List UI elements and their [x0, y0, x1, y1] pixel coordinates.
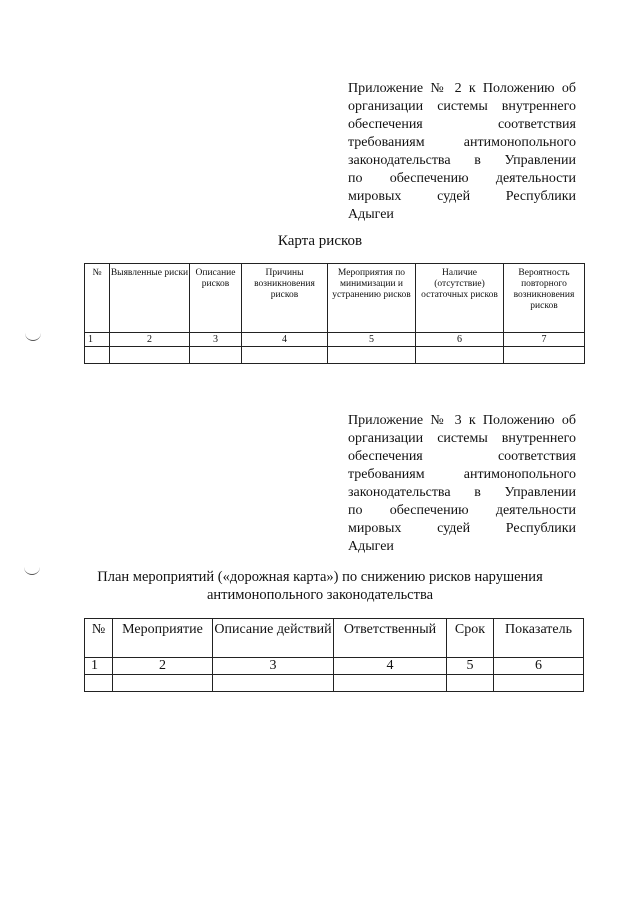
- road-map-title-line: План мероприятий («дорожная карта») по снижению рисков нарушения: [97, 569, 543, 585]
- empty-cell: [328, 347, 416, 364]
- empty-cell: [334, 675, 447, 692]
- header-cell: №: [85, 619, 113, 658]
- empty-cell: [447, 675, 494, 692]
- appendix-3-line: Приложение № 3 к Положению об: [348, 413, 576, 428]
- header-cell: Причины возникновения рисков: [242, 264, 328, 333]
- table-row: [85, 347, 585, 364]
- header-cell: Ответственный: [334, 619, 447, 658]
- appendix-3-line: организации системы внутреннего: [348, 431, 576, 446]
- risk-map-table: [84, 263, 585, 364]
- header-cell: Вероятность повторного возникновения рисков: [504, 264, 585, 333]
- header-cell: №: [85, 264, 110, 333]
- header-cell: Описание действий: [213, 619, 334, 658]
- empty-cell: [85, 675, 113, 692]
- header-cell: Показатель: [494, 619, 584, 658]
- column-number: 1: [85, 658, 113, 675]
- road-map-title: [0, 568, 640, 604]
- column-number: 6: [416, 333, 504, 347]
- appendix-2-line: по обеспечению деятельности: [348, 171, 576, 186]
- appendix-3-line: Адыгеи: [348, 539, 394, 554]
- appendix-2-line: Приложение № 2 к Положению об: [348, 81, 576, 96]
- empty-cell: [110, 347, 190, 364]
- column-number: 4: [334, 658, 447, 675]
- appendix-2-line: обеспечения соответствия: [348, 117, 576, 132]
- appendix-2-line: мировых судей Республики: [348, 189, 576, 204]
- column-number: 3: [213, 658, 334, 675]
- header-cell: Мероприятия по минимизации и устранению рисков: [328, 264, 416, 333]
- column-number: 5: [328, 333, 416, 347]
- column-number: 2: [110, 333, 190, 347]
- column-number: 7: [504, 333, 585, 347]
- appendix-3-header: [348, 412, 576, 556]
- scan-mark: [25, 332, 41, 341]
- empty-cell: [416, 347, 504, 364]
- empty-cell: [242, 347, 328, 364]
- empty-cell: [504, 347, 585, 364]
- column-number: 3: [190, 333, 242, 347]
- risk-map-title: Карта рисков: [277, 233, 363, 249]
- road-map-table: [84, 618, 584, 692]
- column-number: 5: [447, 658, 494, 675]
- column-number: 6: [494, 658, 584, 675]
- appendix-2-header: [348, 80, 576, 224]
- table-header-row: [85, 619, 584, 658]
- header-cell: Наличие (отсутствие) остаточных рисков: [416, 264, 504, 333]
- road-map-title-line: антимонопольного законодательства: [206, 587, 434, 603]
- appendix-3-line: законодательства в Управлении: [348, 485, 576, 500]
- empty-cell: [494, 675, 584, 692]
- empty-cell: [213, 675, 334, 692]
- header-cell: Описание рисков: [190, 264, 242, 333]
- empty-cell: [190, 347, 242, 364]
- empty-cell: [85, 347, 110, 364]
- table-row: [85, 675, 584, 692]
- column-number: 4: [242, 333, 328, 347]
- table-row: [85, 658, 584, 675]
- table-row: [85, 333, 585, 347]
- appendix-2-line: законодательства в Управлении: [348, 153, 576, 168]
- table-header-row: [85, 264, 585, 333]
- appendix-2-line: организации системы внутреннего: [348, 99, 576, 114]
- appendix-3-line: требованиям антимонопольного: [348, 467, 576, 482]
- column-number: 1: [85, 333, 110, 347]
- appendix-3-line: по обеспечению деятельности: [348, 503, 576, 518]
- header-cell: Выявленные риски: [110, 264, 190, 333]
- appendix-3-line: обеспечения соответствия: [348, 449, 576, 464]
- header-cell: Срок: [447, 619, 494, 658]
- appendix-2-line: Адыгеи: [348, 207, 394, 222]
- appendix-2-line: требованиям антимонопольного: [348, 135, 576, 150]
- empty-cell: [113, 675, 213, 692]
- column-number: 2: [113, 658, 213, 675]
- header-cell: Мероприятие: [113, 619, 213, 658]
- appendix-3-line: мировых судей Республики: [348, 521, 576, 536]
